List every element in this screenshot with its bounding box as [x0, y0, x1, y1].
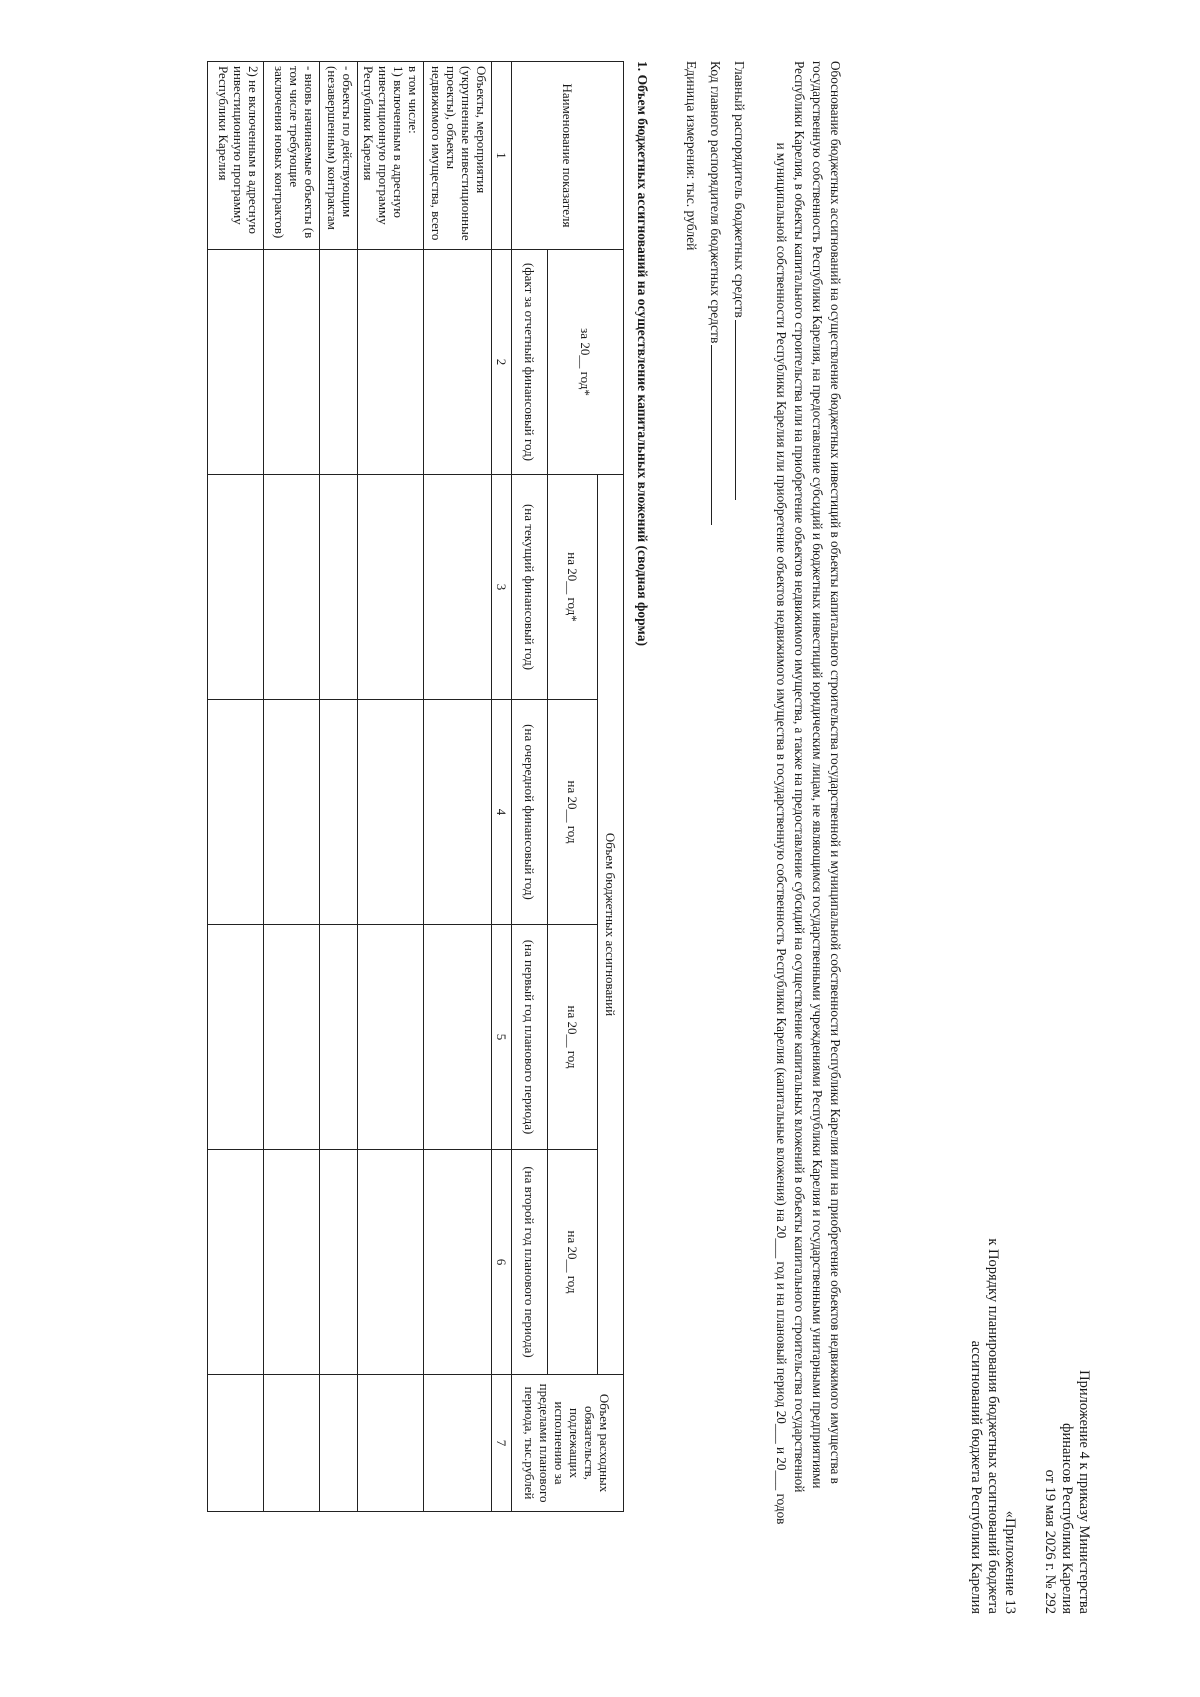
- rotated-document-page: [137, 61, 1092, 1626]
- column-number: 1: [492, 62, 512, 250]
- table-cell[interactable]: [424, 1150, 492, 1375]
- section-title: 1. Объем бюджетных ассигнований на осуществление капитальных вложений (сводная форма): [635, 61, 650, 647]
- table-cell[interactable]: [264, 1150, 320, 1375]
- column-number-row: [492, 62, 512, 1512]
- table-cell[interactable]: [320, 925, 358, 1150]
- row-label: Объекты, мероприятия (укрупненные инвестиционные проекты), объекты недвижимого имущества, всего: [424, 62, 492, 250]
- header-current-year-note: (на текущий финансовый год): [512, 475, 548, 700]
- header-next-year-note: (на очередной финансовый год): [512, 700, 548, 925]
- table-row: [358, 62, 424, 1512]
- table-cell[interactable]: [320, 1375, 358, 1512]
- table-cell[interactable]: [424, 925, 492, 1150]
- table-cell[interactable]: [358, 250, 424, 475]
- chief-manager-field: [731, 61, 747, 500]
- appendix-header-line: к Порядку планирования бюджетных ассигнований бюджета: [985, 1238, 1001, 1614]
- table-row: [320, 62, 358, 1512]
- order-header-line: Приложение 4 к приказу Министерства: [1076, 1370, 1092, 1614]
- table-cell[interactable]: [358, 1150, 424, 1375]
- column-number: 3: [492, 475, 512, 700]
- table-cell[interactable]: [208, 1150, 264, 1375]
- table-cell[interactable]: [264, 250, 320, 475]
- unit-label: Единица измерения: тыс. рублей: [684, 61, 699, 251]
- table-cell[interactable]: [358, 925, 424, 1150]
- row-label: в том числе: 1) включенным в адресную инвестиционную программу Республики Карелия: [358, 62, 424, 250]
- table-cell[interactable]: [320, 700, 358, 925]
- table-cell[interactable]: [358, 700, 424, 925]
- header-next-year: на 20__ год: [548, 700, 598, 925]
- chief-manager-label: Главный распорядитель бюджетных средств: [732, 61, 747, 318]
- table-cell[interactable]: [358, 1375, 424, 1512]
- header-plan-year-1-note: (на первый год планового периода): [512, 925, 548, 1150]
- column-number: 5: [492, 925, 512, 1150]
- order-header: [1041, 1370, 1092, 1614]
- table-cell[interactable]: [208, 475, 264, 700]
- appendix-header-line: «Приложение 13: [1002, 1510, 1018, 1614]
- form-description: [772, 61, 844, 1606]
- table-cell[interactable]: [264, 700, 320, 925]
- appendix-header: [967, 1238, 1018, 1614]
- appendix-header-line: ассигнований бюджета Республики Карелия: [968, 1340, 984, 1614]
- chief-manager-code-field: [707, 61, 723, 525]
- description-line: Обоснование бюджетных ассигнований на осуществление бюджетных инвестиций в объекты капитального строительства государственной и муниципальной собственности Республики Карелия или на приобретение объектов недвижимого имущества в: [828, 61, 843, 1484]
- table-cell[interactable]: [264, 1375, 320, 1512]
- table-cell[interactable]: [208, 925, 264, 1150]
- header-plan-year-2: на 20__ год: [548, 1150, 598, 1375]
- table-row: [208, 62, 264, 1512]
- table-cell[interactable]: [424, 700, 492, 925]
- row-label: - вновь начинаемые объекты (в том числе требующие заключения новых контрактов): [264, 62, 320, 250]
- table-cell[interactable]: [208, 1375, 264, 1512]
- header-prev-year-note: (факт за отчетный финансовый год): [512, 250, 548, 475]
- order-header-line: финансов Республики Карелия: [1059, 1423, 1075, 1614]
- description-line: Республики Карелия, в объекты капитального строительства или на приобретение объектов недвижимого имущества, а также на предоставление субсидий на осуществление капитальных вложений в объекты капитального строительства государственной: [792, 61, 807, 1493]
- table-cell[interactable]: [424, 250, 492, 475]
- header-plan-year-2-note: (на второй год планового периода): [512, 1150, 548, 1375]
- table-row: [264, 62, 320, 1512]
- row-label: 2) не включенным в адресную инвестиционную программу Республики Карелия: [208, 62, 264, 250]
- table-cell[interactable]: [424, 475, 492, 700]
- table-cell[interactable]: [320, 475, 358, 700]
- header-indicator-name: Наименование показателя: [512, 62, 624, 250]
- chief-manager-code-label: Код главного распорядителя бюджетных средств: [708, 61, 723, 344]
- description-line: и муниципальной собственности Республики Карелия или приобретение объектов недвижимого имущества в государственную собственность Республики Карелия (капитальные вложения) на 20___ год и на плановый период 20___ и 20___ годов: [774, 142, 789, 1525]
- table-cell[interactable]: [320, 250, 358, 475]
- header-current-year: на 20__ год*: [548, 475, 598, 700]
- row-label: - объекты по действующим (незавершенным) контрактам: [320, 62, 358, 250]
- header-plan-year-1: на 20__ год: [548, 925, 598, 1150]
- table-cell[interactable]: [320, 1150, 358, 1375]
- table-cell[interactable]: [208, 250, 264, 475]
- table-cell[interactable]: [208, 700, 264, 925]
- column-number: 2: [492, 250, 512, 475]
- header-volume-group: Объем бюджетных ассигнований: [598, 475, 624, 1375]
- description-line: государственную собственность Республики Карелия, на предоставление субсидий и бюджетных инвестиций юридическим лицам, не являющимся государственными учреждениями Республики Карелия и государственными унитарными предприятиями: [810, 61, 825, 1489]
- chief-manager-code-blank[interactable]: [711, 345, 712, 525]
- table-row: [424, 62, 492, 1512]
- column-number: 7: [492, 1375, 512, 1512]
- order-header-line: от 19 мая 2026 г. № 292: [1042, 1469, 1058, 1614]
- table-cell[interactable]: [424, 1375, 492, 1512]
- table-cell[interactable]: [264, 925, 320, 1150]
- table-cell[interactable]: [358, 475, 424, 700]
- table-cell[interactable]: [264, 475, 320, 700]
- chief-manager-blank[interactable]: [735, 320, 736, 500]
- header-obligations: Объем расходных обязательств, подлежащих исполнению за пределами планового периода, тыс.рублей: [512, 1375, 624, 1512]
- column-number: 4: [492, 700, 512, 925]
- column-number: 6: [492, 1150, 512, 1375]
- header-prev-year: за 20__ год*: [548, 250, 624, 475]
- capital-investment-table: [207, 61, 624, 1512]
